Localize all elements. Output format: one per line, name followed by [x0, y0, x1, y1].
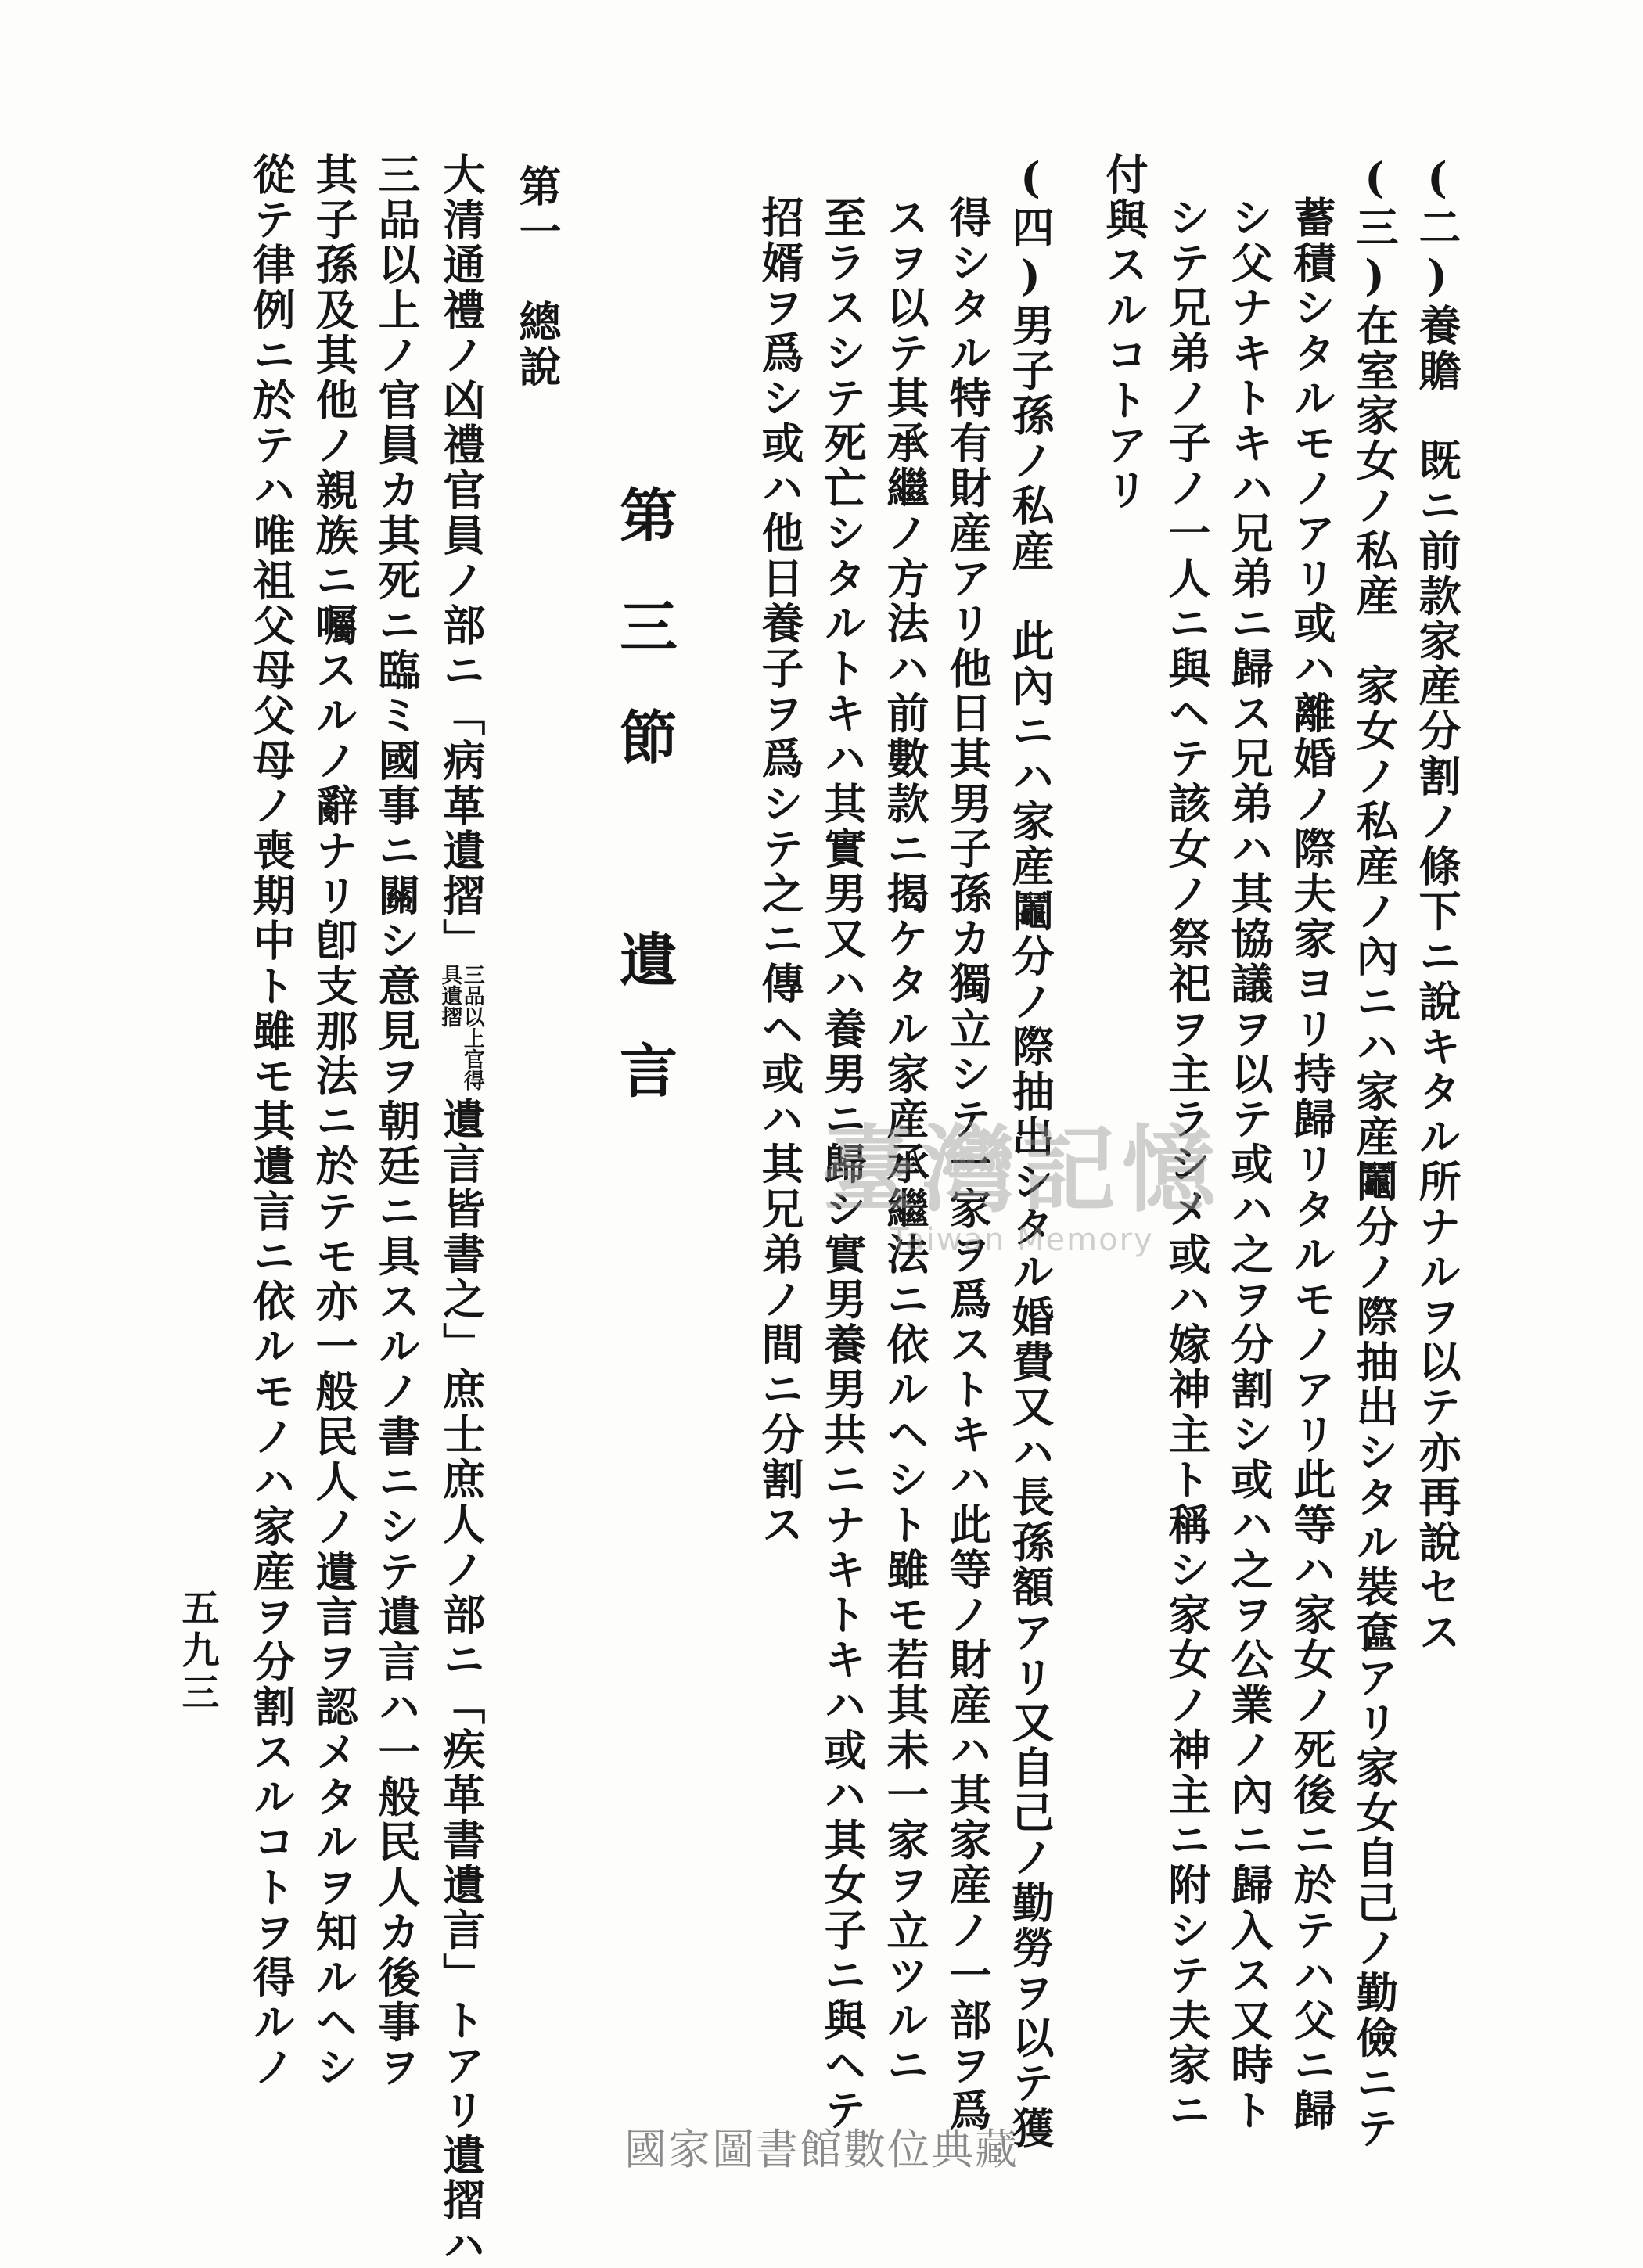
text-column-2: (三)在室家女ノ私産 家女ノ私産ノ內ニハ家産鬮分ノ際抽出シタル裝奩アリ家女自己ノ勤儉ニテ — [1350, 153, 1400, 2151]
text-column-11: 招婿ヲ爲シ或ハ他日養子ヲ爲シテ之ニ傳ヘ或ハ其兄弟ノ間ニ分割ス — [755, 196, 805, 1547]
text-column-9: スヲ以テ其承繼ノ方法ハ前數款ニ揭ケタル家産承繼法ニ依ルヘシト雖モ若其未一家ヲ立ツルニ — [880, 196, 930, 2089]
text-column-10: 至ラスシテ死亡シタルトキハ其實男又ハ養男ニ歸シ實男養男共ニナキトキハ或ハ其女子ニ與ヘテ — [818, 196, 868, 2133]
text-column-5: シテ兄弟ノ子ノ一人ニ與ヘテ該女ノ祭祀ヲ主ラシメ或ハ嫁神主ト稱シ家女ノ神主ニ附シテ夫家ニ — [1162, 196, 1212, 2133]
text-column-12 — [436, 153, 487, 2268]
text-column-3: 蓄積シタルモノアリ或ハ離婚ノ際夫家ヨリ持歸リタルモノアリ此等ハ家女ノ死後ニ於テハ父ニ歸 — [1287, 196, 1337, 2133]
text-column-4: シ父ナキトキハ兄弟ニ歸ス兄弟ハ其協議ヲ以テ或ハ之ヲ分割シ或ハ之ヲ公業ノ內ニ歸入ス又時ト — [1224, 196, 1274, 2133]
watermark-chinese: 臺灣記憶 — [822, 1115, 1222, 1225]
text-column-1: (二)養贍 既ニ前款家産分割ノ條下ニ說キタル所ナルヲ以テ亦再說セス — [1412, 153, 1462, 1655]
text-column-15: 從テ律例ニ於テハ唯祖父母父母ノ喪期中ト雖モ其遺言ニ依ルモノハ家産ヲ分割スルコトヲ得ルノ — [246, 153, 297, 2090]
text-column-14: 其子孫及其他ノ親族ニ囑スルノ辭ナリ卽支那法ニ於テモ亦一般民人ノ遺言ヲ認メタルヲ知ルヘシ — [309, 153, 359, 2090]
text-column-13: 三品以上ノ官員カ其死ニ臨ミ國事ニ關シ意見ヲ朝廷ニ具スルノ書ニシテ遺言ハ一般民人カ後事ヲ — [372, 153, 422, 2090]
col12-before: 大清通禮ノ凶禮官員ノ部ニ「病革遺摺」 — [436, 153, 487, 964]
text-column-8: 得シタル特有財産アリ他日其男子孫カ獨立シテ一家ヲ爲ストキハ此等ノ財産ハ其家産ノ一部ヲ爲 — [943, 196, 993, 2133]
subsection-title: 第一 總說 — [512, 164, 563, 390]
section-title: 第三節 遺言 — [610, 485, 678, 1152]
watermark-english: Taiwan Memory — [890, 1222, 1154, 1258]
page-number: 五九三 — [175, 1588, 219, 1715]
footer-caption: 國家圖書館數位典藏 — [624, 2125, 1019, 2174]
text-column-7: (四)男子孫ノ私産 此內ニハ家産鬮分ノ際抽出シタル婚費又ハ長孫額アリ又自己ノ勤勞ヲ以テ獲 — [1005, 153, 1055, 2151]
inline-note: 三品以上官得具遺摺 — [437, 963, 484, 1091]
text-column-6: 付與スルコトアリ — [1099, 153, 1149, 513]
col12-after: 遺言皆書之」庶士庶人ノ部ニ「疾革書遺言」トアリ遺摺ハ — [436, 1096, 487, 2268]
